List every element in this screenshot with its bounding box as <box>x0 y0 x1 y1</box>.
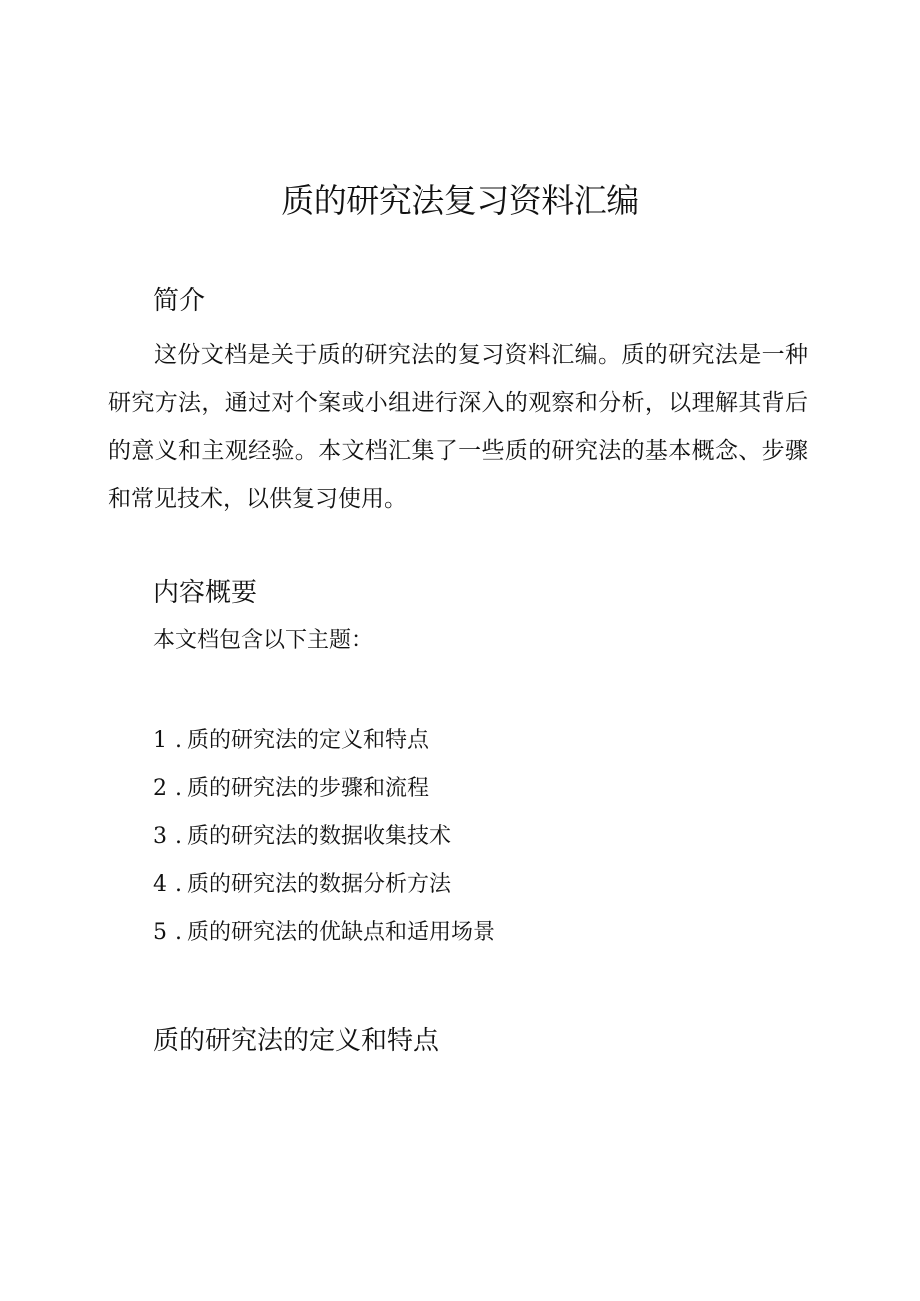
list-item-text: 质的研究法的定义和特点 <box>187 728 430 753</box>
list-item-number: 3 <box>153 824 167 849</box>
overview-lead: 本文档包含以下主题： <box>153 628 374 653</box>
document-title: 质的研究法复习资料汇编 <box>281 181 639 220</box>
intro-heading: 简介 <box>153 286 206 316</box>
list-item-number: 1 <box>153 728 167 753</box>
list-item: 4 . 质的研究法的数据分析方法 <box>153 865 495 913</box>
topic-list <box>153 721 495 961</box>
list-item: 5 . 质的研究法的优缺点和适用场景 <box>153 913 495 961</box>
list-item-text: 质的研究法的步骤和流程 <box>187 776 430 801</box>
list-item-number: 2 <box>153 776 167 801</box>
list-item-number: 4 <box>153 872 167 897</box>
section-heading-definition: 质的研究法的定义和特点 <box>153 1026 440 1056</box>
list-item-number: 5 <box>153 920 167 945</box>
list-item-text: 质的研究法的优缺点和适用场景 <box>187 920 496 945</box>
list-item: 2 . 质的研究法的步骤和流程 <box>153 769 495 817</box>
intro-paragraph: 这份文档是关于质的研究法的复习资料汇编。质的研究法是一种研究方法，通过对个案或小组进行深入的观察和分析，以理解其背后的意义和主观经验。本文档汇集了一些质的研究法的基本概念、步骤和常见技术，以供复习使用。 <box>108 342 808 512</box>
overview-heading: 内容概要 <box>153 578 258 608</box>
list-item: 1 . 质的研究法的定义和特点 <box>153 721 495 769</box>
list-item-text: 质的研究法的数据收集技术 <box>187 824 452 849</box>
list-item-text: 质的研究法的数据分析方法 <box>187 872 452 897</box>
list-item: 3 . 质的研究法的数据收集技术 <box>153 817 495 865</box>
